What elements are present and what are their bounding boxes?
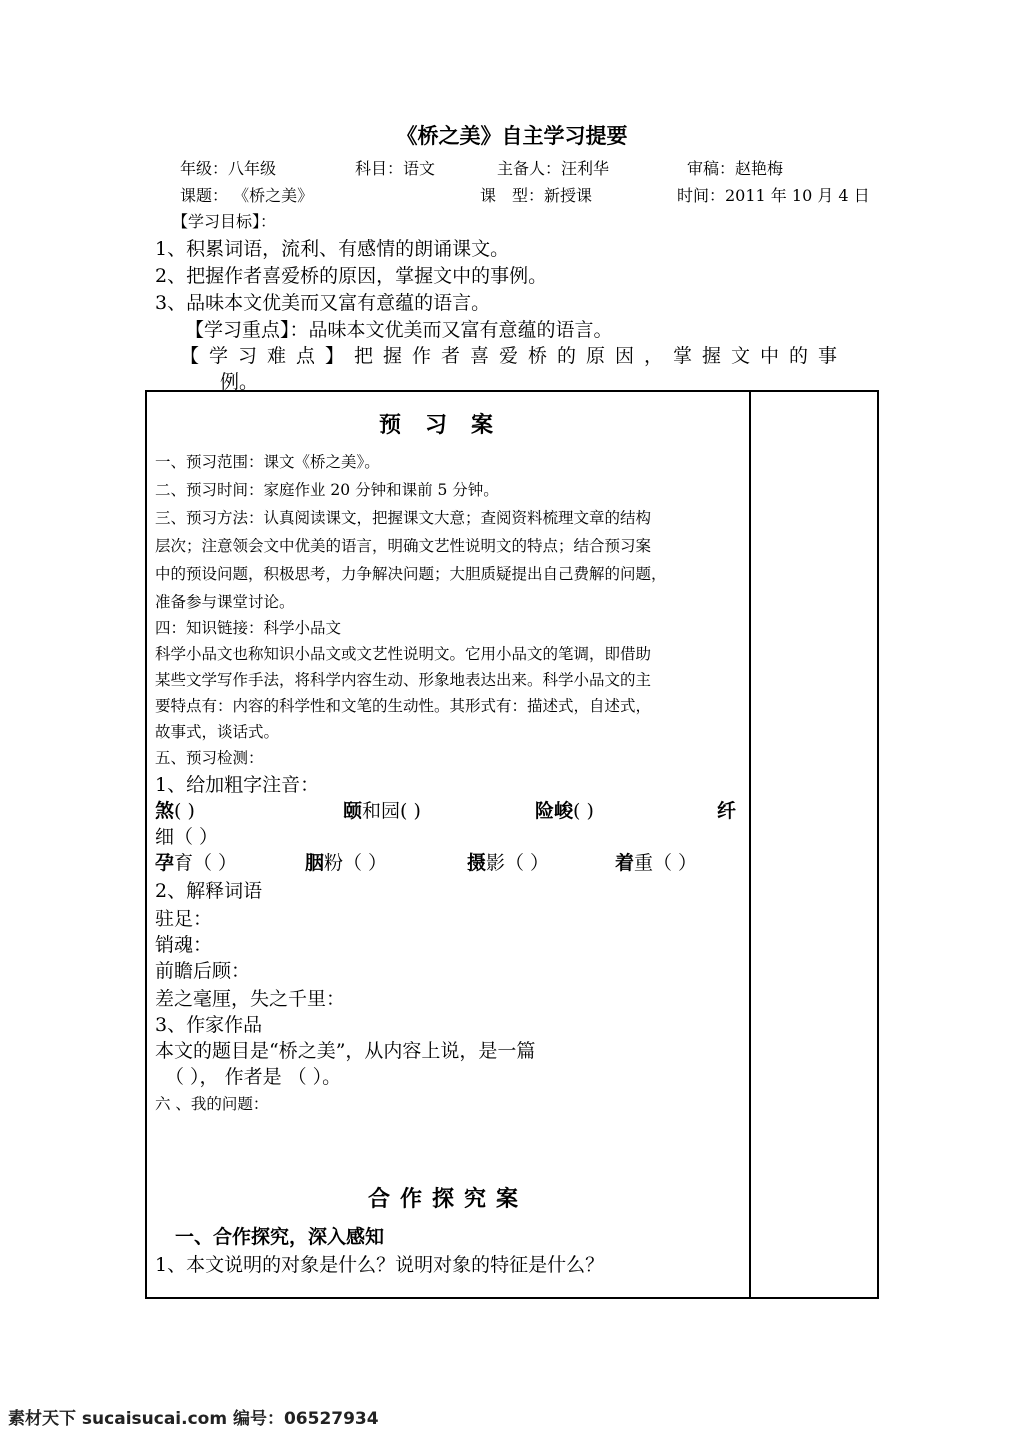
objective-item: 2、把握作者喜爱桥的原因，掌握文中的事例。 [155, 265, 548, 287]
objectives-heading: 【学习目标】： [172, 212, 277, 231]
pinyin-blank: 重（ ） [634, 852, 698, 874]
preview-line: 二、预习时间：家庭作业 20 分钟和课前 5 分钟。 [155, 481, 499, 499]
pinyin-blank: ( ) [573, 800, 594, 822]
bold-char: 胭 [305, 852, 325, 874]
page-title: 《桥之美》自主学习提要 [396, 123, 628, 148]
preview-table [145, 390, 879, 1299]
pinyin-blank: 和园( ) [362, 800, 421, 822]
preview-line: 三、预习方法：认真阅读课文，把握课文大意；查阅资料梳理文章的结构 [155, 509, 652, 527]
preview-line: 五、预习检测： [155, 749, 264, 767]
meta-subject: 科目：语文 [355, 159, 436, 178]
cooperation-subheading: 一、合作探究，深入感知 [175, 1226, 385, 1248]
meta-topic: 课题： 《桥之美》 [180, 186, 314, 205]
question-3-blanks: （ ）， 作者是 （ ）。 [165, 1066, 342, 1088]
bold-char: 纤 [717, 800, 737, 822]
pinyin-item-cont: 细（ ） [155, 826, 219, 848]
bold-char: 险峻 [535, 800, 574, 822]
meta-date: 时间：2011 年 10 月 4 日 [677, 186, 870, 205]
word-item: 销魂： [155, 934, 213, 956]
preview-line: 准备参与课堂讨论。 [155, 593, 295, 611]
preview-line: 要特点有：内容的科学性和文笔的生动性。其形式有：描述式，自述式， [155, 697, 652, 715]
preview-line: 层次；注意领会文中优美的语言，明确文艺性说明文的特点；结合预习案 [155, 537, 652, 555]
key-point: 【学习重点】：品味本文优美而又富有意蕴的语言。 [185, 319, 613, 341]
cooperation-question: 1、本文说明的对象是什么？说明对象的特征是什么？ [155, 1254, 605, 1276]
pinyin-blank: ( ) [174, 800, 195, 822]
watermark: 素材天下 sucaisucai.com 编号：06527934 [8, 1409, 379, 1429]
objective-item: 1、积累词语，流利、有感情的朗诵课文。 [155, 238, 510, 260]
meta-lesson-type: 课 型：新授课 [480, 186, 593, 205]
pinyin-item [535, 796, 594, 823]
bold-char: 颐 [343, 800, 363, 822]
bold-char: 摄 [467, 852, 487, 874]
bold-char: 煞 [155, 800, 175, 822]
preview-line: 某些文学写作手法，将科学内容生动、形象地表达出来。科学小品文的主 [155, 671, 652, 689]
pinyin-item [717, 796, 736, 823]
preview-section-title: 预习案 [378, 412, 517, 438]
preview-line: 一、预习范围：课文《桥之美》。 [155, 453, 380, 471]
meta-grade: 年级：八年级 [180, 159, 277, 178]
question-2-title: 2、解释词语 [155, 880, 263, 902]
meta-reviewer: 审稿：赵艳梅 [687, 159, 784, 178]
pinyin-item [467, 848, 549, 875]
pinyin-item [155, 848, 237, 875]
difficulty-line: 【学习难点】把握作者喜爱桥的原因，掌握文中的事 [180, 345, 848, 367]
objective-item: 3、品味本文优美而又富有意蕴的语言。 [155, 292, 491, 314]
preview-line: 四：知识链接：科学小品文 [155, 619, 342, 637]
column-divider [749, 392, 751, 1297]
difficulty-line-cont: 例。 [220, 371, 259, 393]
pinyin-blank: 影（ ） [486, 852, 550, 874]
pinyin-item [343, 796, 421, 823]
pinyin-item [615, 848, 697, 875]
preview-line: 故事式，谈话式。 [155, 723, 280, 741]
pinyin-blank: 粉（ ） [324, 852, 388, 874]
word-item: 差之毫厘，失之千里： [155, 988, 346, 1010]
word-item: 驻足： [155, 908, 213, 930]
word-item: 前瞻后顾： [155, 960, 251, 982]
pinyin-item [305, 848, 387, 875]
question-3-title: 3、作家作品 [155, 1014, 263, 1036]
bold-char: 孕 [155, 852, 175, 874]
pinyin-item [155, 796, 195, 823]
my-questions: 六 、我的问题： [155, 1095, 269, 1113]
preview-line: 科学小品文也称知识小品文或文艺性说明文。它用小品文的笔调，即借助 [155, 645, 652, 663]
question-1-title: 1、给加粗字注音： [155, 774, 320, 796]
pinyin-blank: 育（ ） [174, 852, 238, 874]
bold-char: 着 [615, 852, 635, 874]
question-3-line: 本文的题目是“桥之美”，从内容上说，是一篇 [155, 1040, 536, 1062]
meta-preparer: 主备人：汪利华 [497, 159, 610, 178]
cooperation-section-title: 合作探究案 [367, 1186, 528, 1212]
preview-line: 中的预设问题，积极思考，力争解决问题；大胆质疑提出自己费解的问题， [155, 565, 667, 583]
